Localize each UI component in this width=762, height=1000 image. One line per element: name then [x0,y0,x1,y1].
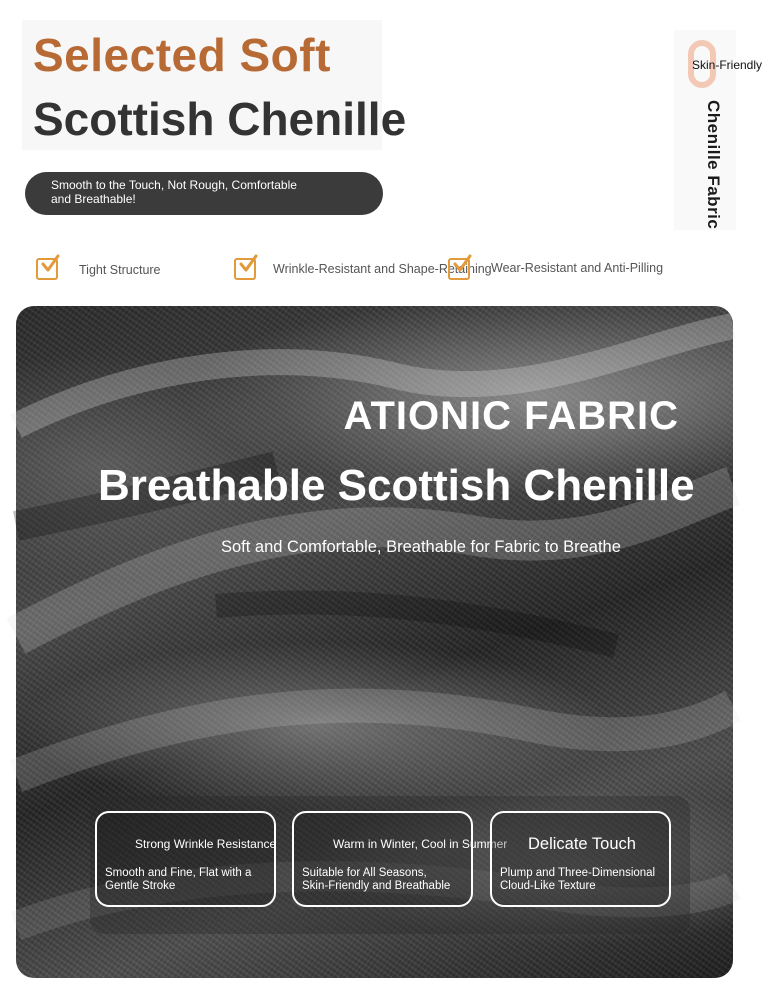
fabric-subtitle: Soft and Comfortable, Breathable for Fabric to Breathe [221,538,621,556]
card-description-line: Skin-Friendly and Breathable [302,880,451,892]
card-description [302,867,472,893]
fabric-eyebrow: ATIONIC FABRIC [343,394,679,438]
card-title: Warm in Winter, Cool in Summer [333,837,508,851]
page-title: Scottish Chenille [33,93,407,145]
card-description [500,867,670,893]
benefit-card-wrinkle [95,811,276,907]
side-badge-vertical-label: Chenille Fabric [704,100,723,230]
card-description-line: Suitable for All Seasons, [302,867,427,879]
feature-label: Wrinkle-Resistant and Shape-Retaining [273,262,492,276]
feature-label: Wear-Resistant and Anti-Pilling [491,261,664,275]
check-mark-icon [40,253,60,275]
card-description-line: Smooth and Fine, Flat with a [105,867,252,879]
card-title: Delicate Touch [528,835,636,853]
check-mark-icon [452,253,472,275]
tagline-pill [25,172,383,215]
tagline-line-2: and Breathable! [51,192,136,206]
check-mark-icon [238,253,258,275]
benefit-card-touch [490,811,671,907]
card-description-line: Plump and Three-Dimensional [500,867,656,879]
card-title: Strong Wrinkle Resistance [135,837,277,851]
card-description-line: Gentle Stroke [105,880,176,892]
feature-label: Tight Structure [79,263,161,277]
card-description [105,867,275,893]
card-description-line: Cloud-Like Texture [500,880,596,892]
side-badge-label: Skin-Friendly [692,58,762,72]
tagline-line-1: Smooth to the Touch, Not Rough, Comfortable [51,178,297,192]
page-title-accent: Selected Soft [33,29,331,81]
benefit-card-seasons [292,811,508,907]
fabric-image-panel [16,306,733,978]
fabric-headline: Breathable Scottish Chenille [98,461,695,510]
